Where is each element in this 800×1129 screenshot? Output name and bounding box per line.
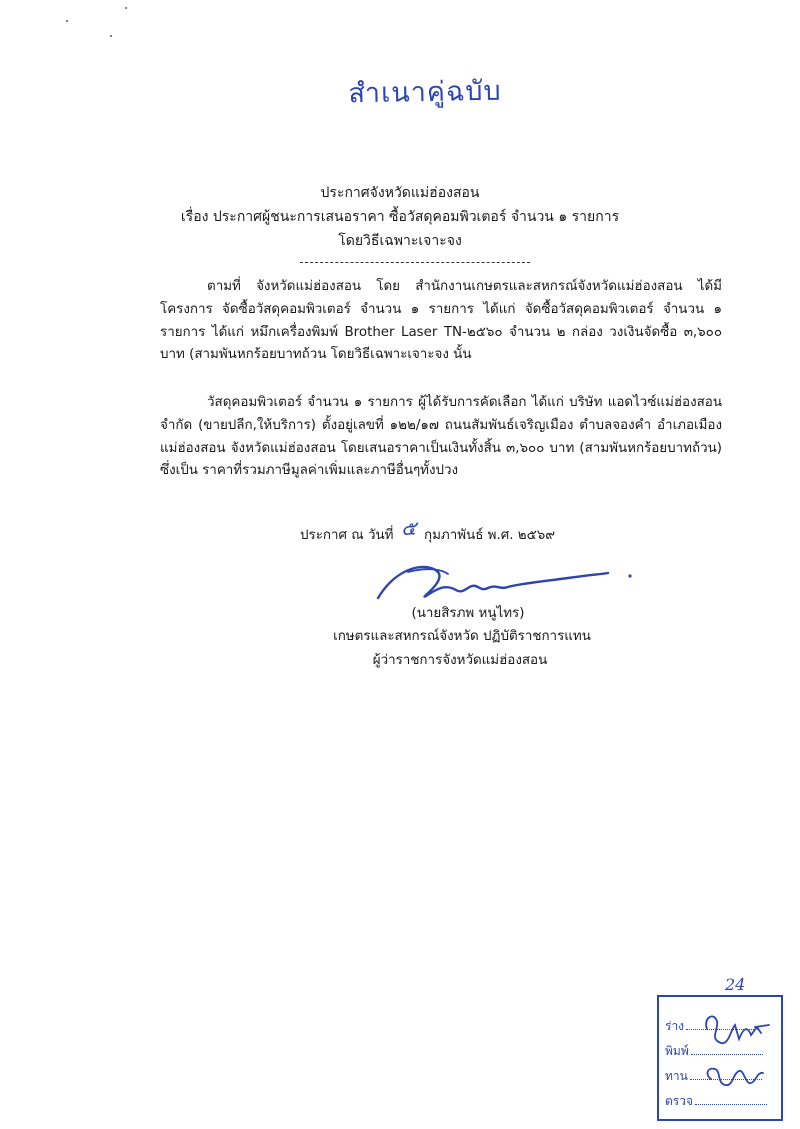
- review-label-proofread: ทาน: [665, 1069, 688, 1083]
- paragraph-2-text: วัสดุคอมพิวเตอร์ จำนวน ๑ รายการ ผู้ได้รับการคัดเลือก ได้แก่ บริษัท แอดไวซ์แม่ฮ่องสอน จำกัด (ขายปลีก,ให้บริการ) ตั้งอยู่เลขที่ ๑๒๒/๑๗ ถนนสัมพันธ์เจริญเมือง ตำบลจองคำ อำเภอเมือง แม่ฮ่องสอน จังหวัดแม่ฮ่องสอน โดยเสนอราคาเป็นเงินทั้งสิ้น ๓,๖๐๐ บาท (สามพันหกร้อยบาทถ้วน) ซึ่งเป็น ราคาที่รวมภาษีมูลค่าเพิ่มและภาษีอื่นๆทั้งปวง: [160, 395, 722, 479]
- signatory-position: เกษตรและสหกรณ์จังหวัด ปฏิบัติราชการแทน: [333, 629, 591, 644]
- signatory-name: (นายสิรภพ หนูไทร): [411, 606, 525, 621]
- certified-copy-stamp: สำเนาคู่ฉบับ: [348, 75, 502, 110]
- scan-speck: [66, 20, 68, 22]
- scan-speck: [125, 7, 127, 9]
- review-label-typed: พิมพ์: [665, 1044, 689, 1058]
- review-initials: [699, 999, 779, 1109]
- announce-prefix: ประกาศ ณ วันที่: [300, 528, 394, 543]
- paragraph-1-text: ตามที่ จังหวัดแม่ฮ่องสอน โดย สำนักงานเกษตรและสหกรณ์จังหวัดแม่ฮ่องสอน ได้มีโครงการ จัดซื้อวัสดุคอมพิวเตอร์ จำนวน ๑ รายการ ได้แก่ จัดซื้อวัสดุคอมพิวเตอร์ จำนวน ๑ รายการ ได้แก่ หมึกเครื่องพิมพ์ Brother Laser TN-๒๕๖๐ จำนวน ๒ กล่อง วงเงินจัดซื้อ ๓,๖๐๐ บาท (สามพันหกร้อยบาทถ้วน โดยวิธีเฉพาะเจาะจง นั้น: [160, 279, 722, 363]
- handwritten-page-number: 24: [725, 975, 746, 994]
- body-paragraph-2: [160, 392, 722, 483]
- body-paragraph-1: [160, 276, 722, 367]
- announcement-date: [300, 516, 556, 547]
- announce-date-rest: กุมภาพันธ์ พ.ศ. ๒๕๖๙: [423, 528, 556, 543]
- review-stamp-box: [657, 995, 783, 1121]
- review-label-draft: ร่าง: [665, 1019, 685, 1033]
- announcement-subject: เรื่อง ประกาศผู้ชนะการเสนอราคา ซื้อวัสดุคอมพิวเตอร์ จำนวน ๑ รายการ: [180, 209, 620, 225]
- handwritten-day: ๕: [401, 516, 417, 540]
- announcement-header-line1: ประกาศจังหวัดแม่ฮ่องสอน: [320, 185, 480, 201]
- scan-speck: [110, 35, 112, 37]
- header-divider: [300, 262, 530, 263]
- signatory-office: ผู้ว่าราชการจังหวัดแม่ฮ่องสอน: [372, 653, 548, 668]
- review-label-checked: ตรวจ: [665, 1094, 694, 1108]
- procurement-method: โดยวิธีเฉพาะเจาะจง: [338, 233, 462, 249]
